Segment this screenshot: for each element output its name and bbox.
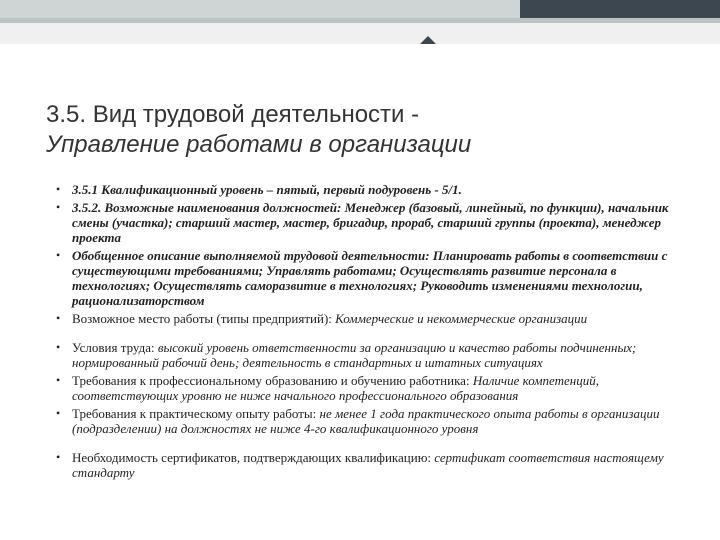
top-light-strip <box>0 0 520 18</box>
item-label: Условия труда: <box>72 340 158 355</box>
title-line-1: 3.5. Вид трудовой деятельности - <box>46 101 420 128</box>
slide-title <box>46 100 686 160</box>
list-item <box>56 248 676 308</box>
title-line-2: Управление работами в организации <box>46 131 472 158</box>
list-item <box>56 311 676 326</box>
item-text: не менее 1 года практического опыта работы в организации (подразделении) на должностях не ниже 4-го квалификационного уровня <box>72 406 660 436</box>
item-text: 3.5.1 Квалификационный уровень – пятый, первый подуровень - 5/1. <box>72 182 462 197</box>
item-label: Возможное место работы (типы предприятий): <box>72 311 336 326</box>
bullet-icon: • <box>56 450 61 464</box>
list-item <box>56 182 676 197</box>
content-list <box>56 182 676 483</box>
list-item <box>56 373 676 403</box>
item-text: 3.5.2. Возможные наименования должностей: Менеджер (базовый, линейный, по функции), начальник смены (участка); старший мастер, мастер, бригадир, прораб, старший группы (проекта), менеджер проекта <box>72 200 669 245</box>
item-text: Коммерческие и некоммерческие организации <box>335 311 588 326</box>
bullet-icon: • <box>56 406 61 420</box>
bullet-icon: • <box>56 248 61 262</box>
item-text: высокий уровень ответственности за организацию и качество работы подчиненных; нормированный рабочий день; деятельность в стандартных и штатных ситуациях <box>72 340 637 370</box>
item-text: Обобщенное описание выполняемой трудовой деятельности: Планировать работы в соответствии с существующими требованиями; Управлять работами; Осуществлять развитие персонала в технологиях; Осуществлять саморазвитие в технологиях; Руководить изменениями технологии, рационализаторством <box>72 248 668 308</box>
bullet-icon: • <box>56 311 61 325</box>
list-item <box>56 450 676 480</box>
item-label: Требования к профессиональному образованию и обучению работника: <box>72 373 473 388</box>
item-text: Наличие компетенций, соответствующих уровню не ниже начального профессионального образования <box>72 373 599 403</box>
bullet-icon: • <box>56 182 61 196</box>
top-decor-bar <box>0 0 720 44</box>
item-label: Необходимость сертификатов, подтверждающих квалификацию: <box>72 450 435 465</box>
item-label: Требования к практическому опыту работы: <box>72 406 320 421</box>
item-text: сертификат соответствия настоящему стандарту <box>72 450 664 480</box>
list-item <box>56 406 676 436</box>
top-dark-strip <box>520 0 720 18</box>
top-accent-line <box>0 18 720 23</box>
triangle-pointer-icon <box>420 36 436 44</box>
bullet-icon: • <box>56 200 61 214</box>
bullet-icon: • <box>56 340 61 354</box>
list-item <box>56 200 676 245</box>
list-item <box>56 340 676 370</box>
bullet-icon: • <box>56 373 61 387</box>
